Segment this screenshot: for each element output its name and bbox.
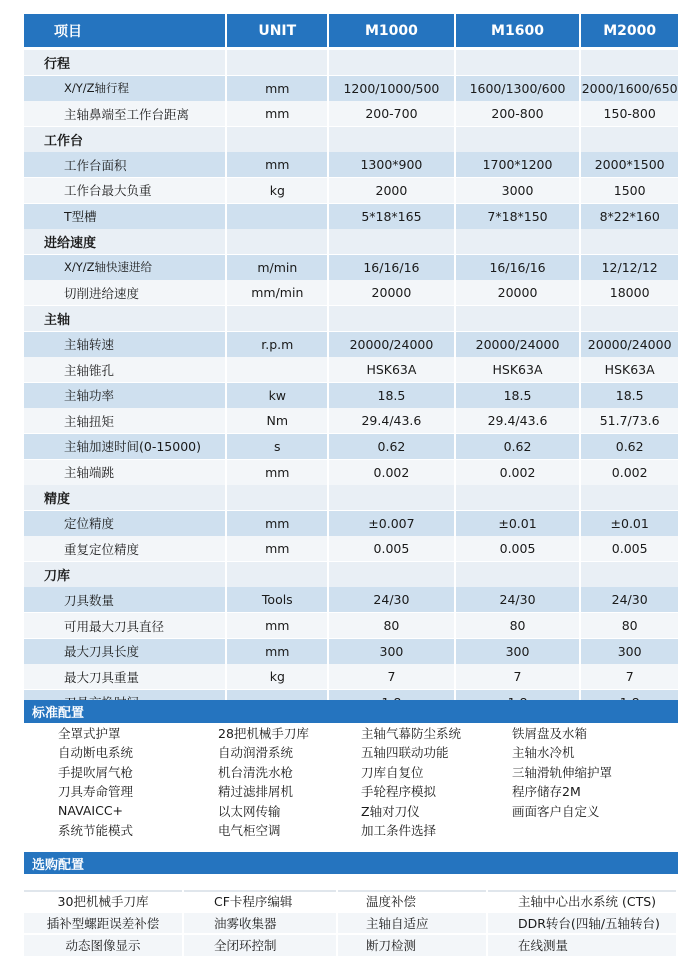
table-row	[24, 357, 678, 382]
config-item: 程序储存2M	[512, 784, 581, 800]
config-item: 精过滤排屑机	[218, 784, 294, 800]
row-value-m1600: 0.002	[456, 460, 580, 485]
section-cell-empty	[329, 50, 454, 75]
row-value-m1600: HSK63A	[456, 357, 580, 382]
row-value-m2000: 2000*1500	[581, 152, 678, 177]
row-value-m2000: 12/12/12	[581, 255, 678, 280]
row-value-m2000: 2000/1600/650	[581, 76, 678, 101]
row-value-m1600: 18.5	[456, 383, 580, 408]
row-value-m1600: 29.4/43.6	[456, 408, 580, 433]
config-item: NAVAICC+	[58, 803, 124, 819]
row-value-m1000: 5*18*165	[329, 204, 454, 229]
row-label: 重复定位精度	[24, 536, 225, 561]
section-cell-empty	[227, 306, 327, 331]
row-value-m1000: 7	[329, 664, 454, 689]
row-value-m1600: 0.005	[456, 536, 580, 561]
row-unit: mm	[227, 536, 327, 561]
row-value-m2000: 0.002	[581, 460, 678, 485]
section-cell-empty	[456, 306, 580, 331]
row-label: 最大刀具长度	[24, 639, 225, 664]
table-row	[24, 332, 678, 357]
config-item: 刀库自复位	[361, 764, 424, 780]
section-row	[24, 485, 678, 510]
row-value-m1000: 200-700	[329, 101, 454, 126]
table-row	[24, 255, 678, 280]
optional-config-list	[24, 890, 678, 958]
row-value-m1600: 1700*1200	[456, 152, 580, 177]
config-item: 铁屑盘及水箱	[512, 725, 588, 741]
config-item: 以太网传输	[218, 803, 281, 819]
row-unit: mm	[227, 613, 327, 638]
section-cell-empty	[581, 306, 678, 331]
row-value-m1600: 300	[456, 639, 580, 664]
table-row	[24, 152, 678, 177]
row-value-m2000: HSK63A	[581, 357, 678, 382]
table-row	[24, 101, 678, 126]
row-value-m1600: 24/30	[456, 587, 580, 612]
row-value-m1600: 80	[456, 613, 580, 638]
config-item: 动态图像显示	[24, 935, 182, 956]
section-row	[24, 562, 678, 587]
config-item: 在线测量	[488, 935, 676, 956]
section-cell-empty	[456, 127, 580, 152]
row-label: 工作台最大负重	[24, 178, 225, 203]
row-value-m1000: 1200/1000/500	[329, 76, 454, 101]
config-item: 机台清洗水枪	[218, 764, 294, 780]
row-value-m1000: 29.4/43.6	[329, 408, 454, 433]
table-row	[24, 204, 678, 229]
row-unit: mm	[227, 639, 327, 664]
row-label: 刀具数量	[24, 587, 225, 612]
header-model-m2000: M2000	[581, 14, 678, 47]
row-label: 主轴鼻端至工作台距离	[24, 101, 225, 126]
config-item: 手提吹屑气枪	[58, 764, 134, 780]
config-item: 油雾收集器	[184, 913, 336, 934]
row-value-m1000: 24/30	[329, 587, 454, 612]
row-value-m2000: 1500	[581, 178, 678, 203]
row-label: 切削进给速度	[24, 280, 225, 305]
row-label: 最大刀具重量	[24, 664, 225, 689]
row-unit: mm/min	[227, 280, 327, 305]
table-row	[24, 408, 678, 433]
table-row	[24, 613, 678, 638]
config-row	[24, 913, 678, 934]
config-item: 画面客户自定义	[512, 803, 600, 819]
row-unit: mm	[227, 152, 327, 177]
row-value-m1000: 1300*900	[329, 152, 454, 177]
config-item: 全罩式护罩	[58, 725, 121, 741]
section-cell-empty	[456, 229, 580, 254]
row-unit: mm	[227, 76, 327, 101]
section-cell-empty	[456, 485, 580, 510]
config-item: 插补型螺距误差补偿	[24, 913, 182, 934]
section-cell-empty	[227, 229, 327, 254]
section-cell-empty	[581, 485, 678, 510]
header-model-m1600: M1600	[456, 14, 580, 47]
config-item: 手轮程序模拟	[361, 784, 437, 800]
table-row	[24, 664, 678, 689]
row-unit: kg	[227, 664, 327, 689]
table-row	[24, 76, 678, 101]
config-item: 自动断电系统	[58, 745, 134, 761]
section-cell-empty	[581, 562, 678, 587]
row-unit: mm	[227, 460, 327, 485]
row-value-m1600: 7	[456, 664, 580, 689]
config-row	[24, 935, 678, 956]
section-row	[24, 127, 678, 152]
row-label: X/Y/Z轴行程	[24, 76, 225, 101]
row-value-m2000: 80	[581, 613, 678, 638]
config-item: 刀具寿命管理	[58, 784, 134, 800]
config-item: 断刀检测	[338, 935, 486, 956]
row-value-m2000: 8*22*160	[581, 204, 678, 229]
row-unit: r.p.m	[227, 332, 327, 357]
section-title: 刀库	[24, 562, 225, 587]
row-value-m1000: 300	[329, 639, 454, 664]
section-cell-empty	[329, 306, 454, 331]
section-row	[24, 306, 678, 331]
row-value-m2000: 51.7/73.6	[581, 408, 678, 433]
config-item: 主轴气幕防尘系统	[361, 725, 462, 741]
row-label: T型槽	[24, 204, 225, 229]
section-cell-empty	[329, 562, 454, 587]
row-value-m2000: 20000/24000	[581, 332, 678, 357]
row-value-m1000: 2000	[329, 178, 454, 203]
config-item: 温度补偿	[338, 890, 486, 911]
section-cell-empty	[227, 50, 327, 75]
row-value-m1000: 20000/24000	[329, 332, 454, 357]
section-row	[24, 50, 678, 75]
config-item: 五轴四联动功能	[361, 745, 449, 761]
table-row	[24, 178, 678, 203]
config-item: 自动润滑系统	[218, 745, 294, 761]
table-row	[24, 511, 678, 536]
config-row	[24, 723, 678, 743]
config-item: DDR转台(四轴/五轴转台)	[488, 913, 676, 934]
standard-config-list	[24, 723, 678, 840]
row-value-m1600: 3000	[456, 178, 580, 203]
row-label: 主轴锥孔	[24, 357, 225, 382]
row-unit: kw	[227, 383, 327, 408]
config-item: 主轴水冷机	[512, 745, 575, 761]
optional-config-title: 选购配置	[24, 852, 678, 874]
table-row	[24, 434, 678, 459]
config-item: 系统节能模式	[58, 823, 134, 839]
row-value-m1600: 0.62	[456, 434, 580, 459]
section-title: 行程	[24, 50, 225, 75]
row-value-m1600: 1600/1300/600	[456, 76, 580, 101]
header-unit: UNIT	[227, 14, 327, 47]
section-title: 进给速度	[24, 229, 225, 254]
config-item: Z轴对刀仪	[361, 803, 420, 819]
header-item: 项目	[24, 14, 225, 47]
row-label: 主轴扭矩	[24, 408, 225, 433]
config-item: 电气柜空调	[218, 823, 281, 839]
row-value-m1000: ±0.007	[329, 511, 454, 536]
config-item: 主轴自适应	[338, 913, 486, 934]
config-item: 主轴中心出水系统 (CTS)	[488, 890, 676, 911]
row-unit	[227, 357, 327, 382]
row-label: X/Y/Z轴快速进给	[24, 255, 225, 280]
row-unit: mm	[227, 511, 327, 536]
table-header	[24, 14, 678, 47]
row-label: 定位精度	[24, 511, 225, 536]
table-row	[24, 587, 678, 612]
row-value-m1000: 0.62	[329, 434, 454, 459]
config-item: 全闭环控制	[184, 935, 336, 956]
row-unit: m/min	[227, 255, 327, 280]
config-item: CF卡程序编辑	[184, 890, 336, 911]
section-title: 工作台	[24, 127, 225, 152]
section-cell-empty	[227, 485, 327, 510]
section-cell-empty	[581, 127, 678, 152]
row-value-m1000: 20000	[329, 280, 454, 305]
row-unit: s	[227, 434, 327, 459]
section-cell-empty	[227, 562, 327, 587]
row-value-m1000: 16/16/16	[329, 255, 454, 280]
row-value-m1600: 20000	[456, 280, 580, 305]
config-row	[24, 743, 678, 763]
row-value-m2000: 7	[581, 664, 678, 689]
table-row	[24, 460, 678, 485]
row-value-m1000: HSK63A	[329, 357, 454, 382]
section-cell-empty	[329, 127, 454, 152]
config-row	[24, 762, 678, 782]
standard-config-title: 标准配置	[24, 700, 678, 723]
row-value-m2000: 0.62	[581, 434, 678, 459]
row-value-m1000: 80	[329, 613, 454, 638]
row-label: 主轴功率	[24, 383, 225, 408]
table-row	[24, 280, 678, 305]
row-label: 可用最大刀具直径	[24, 613, 225, 638]
row-value-m1000: 0.002	[329, 460, 454, 485]
table-row	[24, 639, 678, 664]
row-unit: mm	[227, 101, 327, 126]
row-value-m2000: 150-800	[581, 101, 678, 126]
row-unit: Tools	[227, 587, 327, 612]
section-cell-empty	[329, 229, 454, 254]
section-cell-empty	[581, 50, 678, 75]
row-label: 主轴端跳	[24, 460, 225, 485]
section-cell-empty	[329, 485, 454, 510]
section-title: 精度	[24, 485, 225, 510]
row-unit: Nm	[227, 408, 327, 433]
row-value-m2000: 300	[581, 639, 678, 664]
section-title: 主轴	[24, 306, 225, 331]
table-row	[24, 383, 678, 408]
section-cell-empty	[456, 562, 580, 587]
config-row	[24, 821, 678, 841]
config-row	[24, 801, 678, 821]
config-item: 28把机械手刀库	[218, 725, 309, 741]
row-label: 工作台面积	[24, 152, 225, 177]
row-value-m1600: 16/16/16	[456, 255, 580, 280]
spec-table	[24, 14, 678, 715]
config-item: 加工条件选择	[361, 823, 437, 839]
row-value-m2000: 18000	[581, 280, 678, 305]
row-value-m2000: 18.5	[581, 383, 678, 408]
config-item: 三轴滑轨伸缩护罩	[512, 764, 613, 780]
config-item	[512, 821, 678, 841]
config-row	[24, 890, 678, 911]
section-cell-empty	[227, 127, 327, 152]
header-model-m1000: M1000	[329, 14, 454, 47]
row-value-m2000: ±0.01	[581, 511, 678, 536]
config-item: 30把机械手刀库	[24, 890, 182, 911]
section-cell-empty	[456, 50, 580, 75]
row-value-m2000: 0.005	[581, 536, 678, 561]
row-label: 主轴加速时间(0-15000)	[24, 434, 225, 459]
row-value-m1600: 20000/24000	[456, 332, 580, 357]
config-row	[24, 782, 678, 802]
row-label: 主轴转速	[24, 332, 225, 357]
row-unit: kg	[227, 178, 327, 203]
row-value-m1600: 200-800	[456, 101, 580, 126]
table-row	[24, 536, 678, 561]
row-value-m1000: 0.005	[329, 536, 454, 561]
row-value-m1600: 7*18*150	[456, 204, 580, 229]
section-row	[24, 229, 678, 254]
row-value-m1000: 18.5	[329, 383, 454, 408]
row-unit	[227, 204, 327, 229]
row-value-m2000: 24/30	[581, 587, 678, 612]
section-cell-empty	[581, 229, 678, 254]
row-value-m1600: ±0.01	[456, 511, 580, 536]
